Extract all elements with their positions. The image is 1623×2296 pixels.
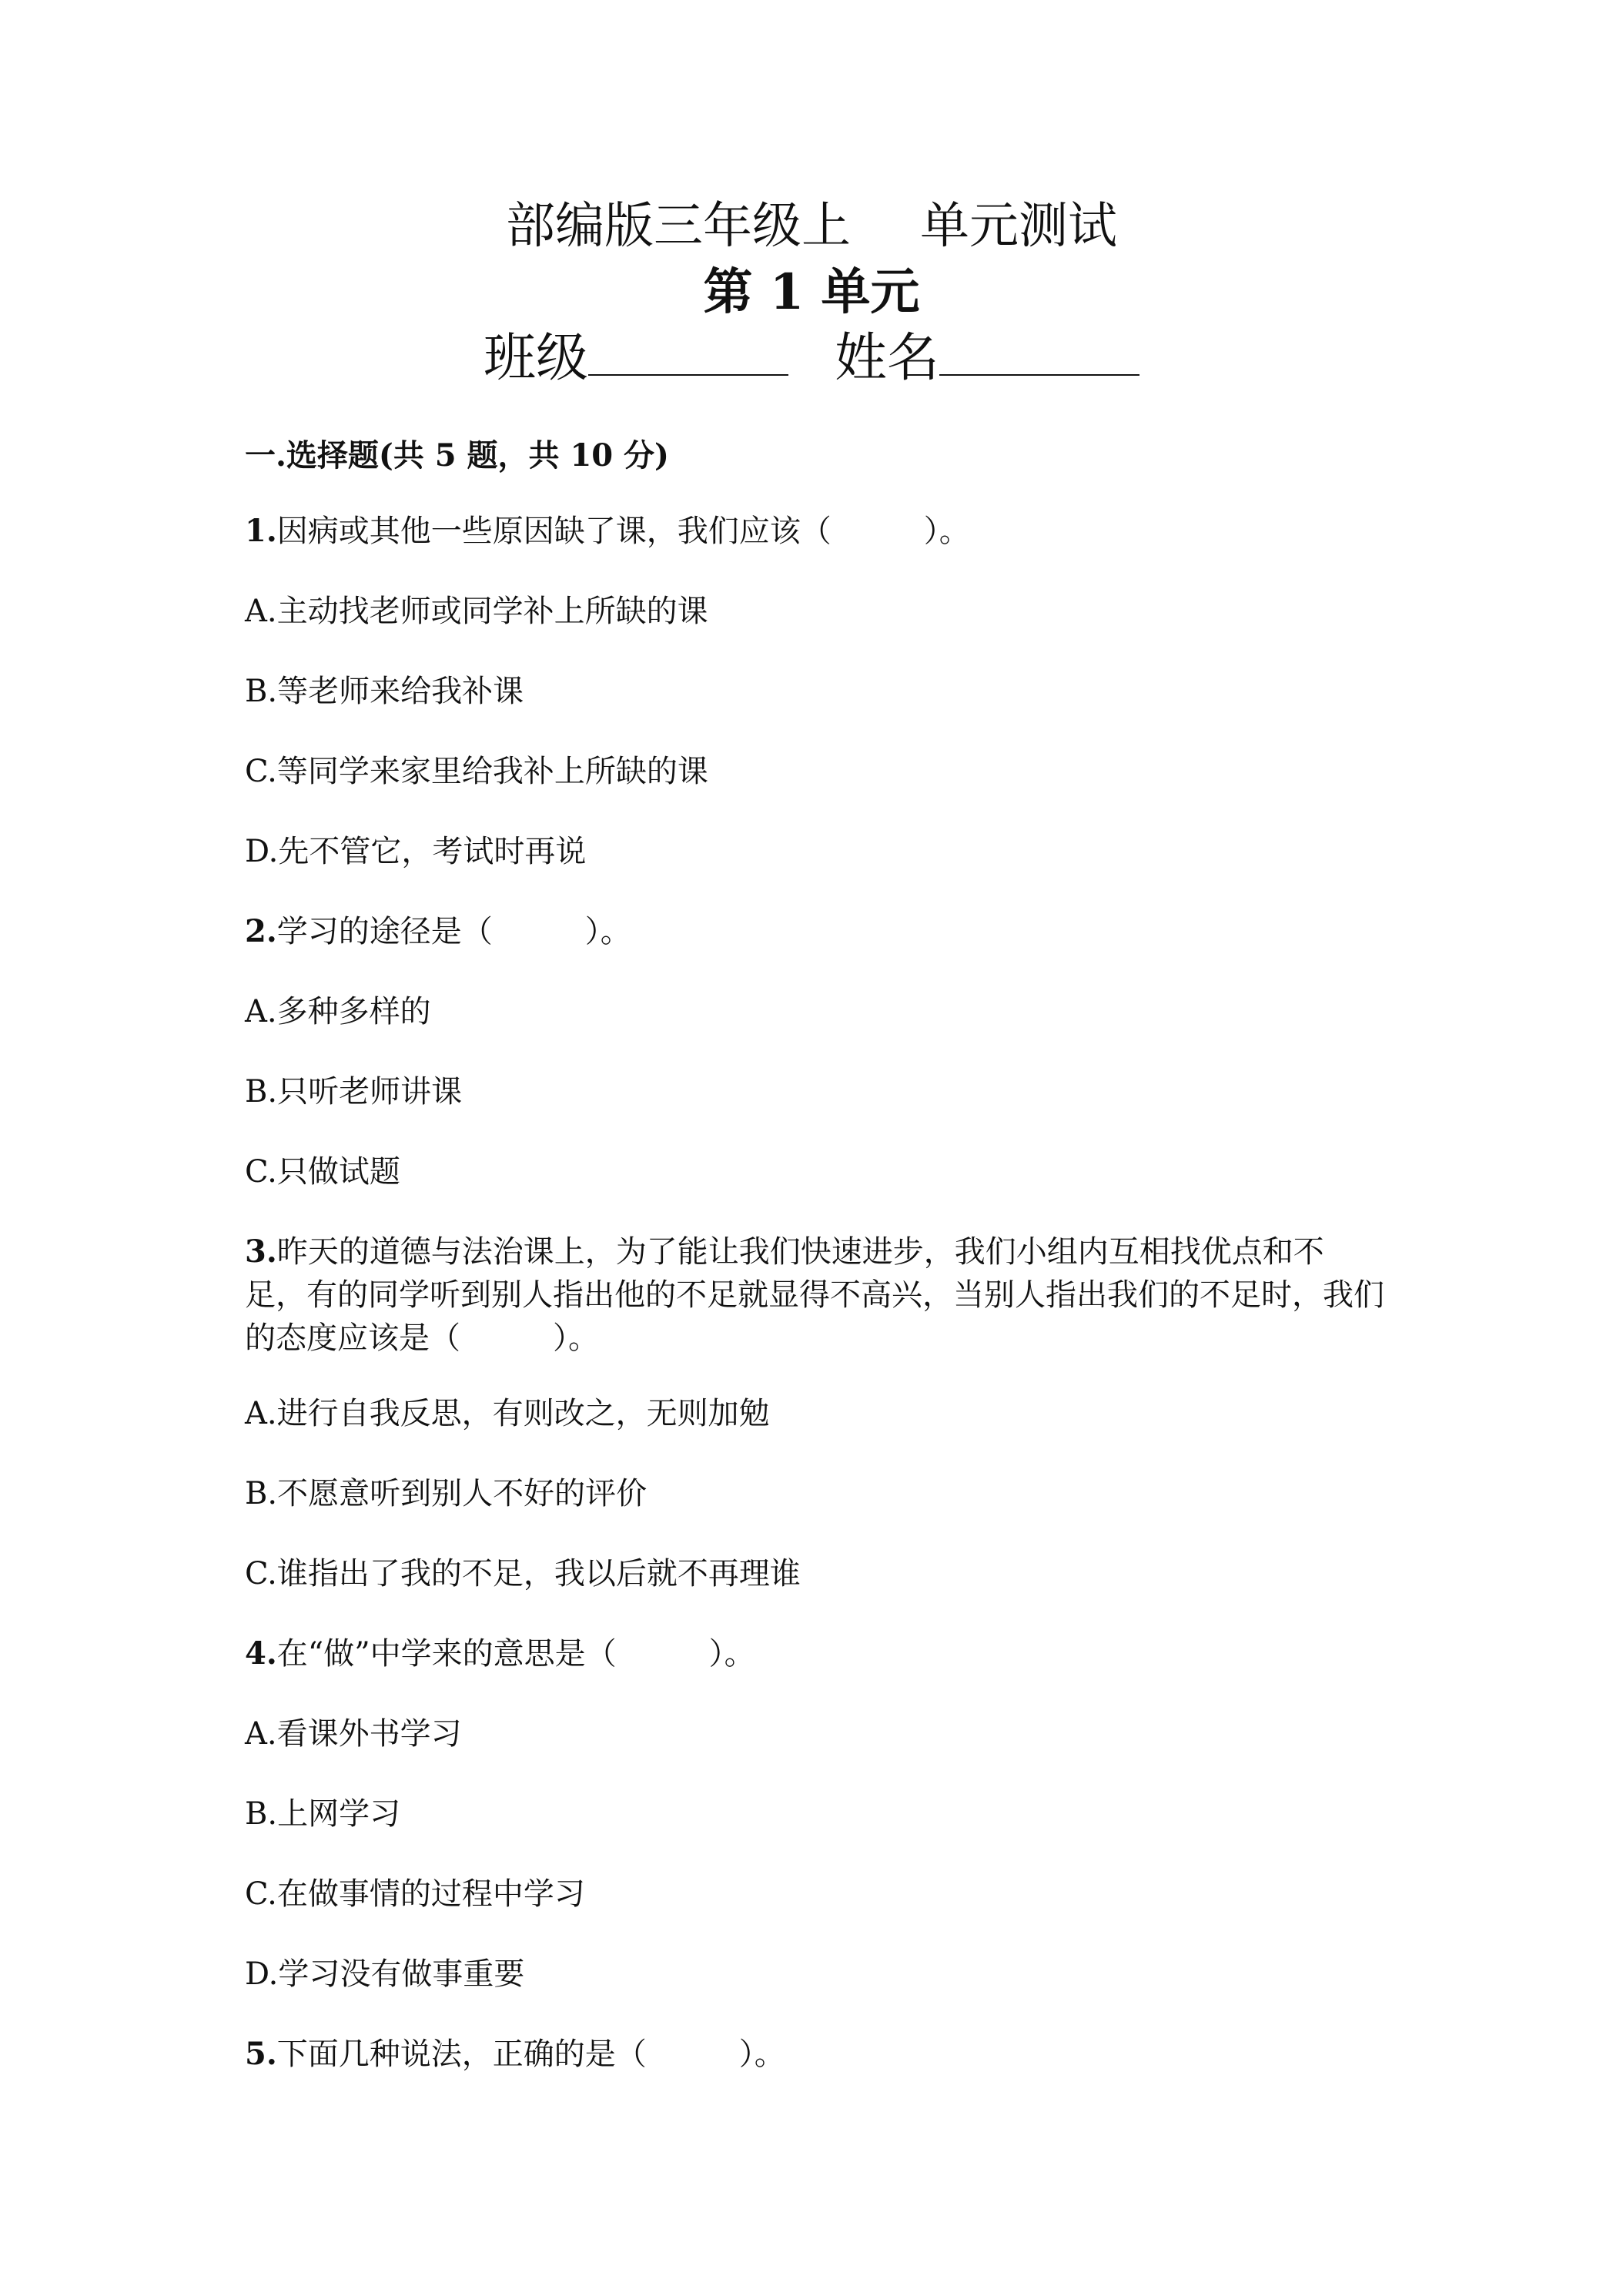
- class-blank[interactable]: [588, 331, 788, 376]
- unit-title: 第 1 单元: [703, 263, 920, 321]
- option-2c[interactable]: C.只做试题: [245, 1154, 400, 1190]
- question-text: 学习的途径是（ ）。: [276, 914, 631, 949]
- question-text: 因病或其他一些原因缺了课，我们应该（ ）。: [276, 514, 970, 549]
- option-2b[interactable]: B.只听老师讲课: [245, 1074, 463, 1110]
- option-1a[interactable]: A.主动找老师或同学补上所缺的课: [245, 594, 708, 629]
- title-grade: 部编版三年级上: [506, 198, 851, 255]
- student-info: [0, 328, 1623, 389]
- question-number: 1.: [245, 513, 277, 549]
- option-3b[interactable]: B.不愿意听到别人不好的评价: [245, 1476, 648, 1511]
- question-text: 下面几种说法，正确的是（ ）。: [276, 2037, 785, 2072]
- option-3c[interactable]: C.谁指出了我的不足，我以后就不再理谁: [245, 1556, 801, 1591]
- option-4c[interactable]: C.在做事情的过程中学习: [245, 1876, 585, 1912]
- option-4d[interactable]: D.学习没有做事重要: [245, 1956, 525, 1992]
- class-label: 班级: [483, 328, 588, 389]
- question-number: 2.: [245, 913, 277, 949]
- question-text: 昨天的道德与法治课上，为了能让我们快速进步，我们小组内互相找优点和不足，有的同学听到别人指出他的不足就显得不高兴，当别人指出我们的不足时，我们的态度应该是（ ）。: [245, 1234, 1384, 1356]
- option-1b[interactable]: B.等老师来给我补课: [245, 674, 524, 709]
- option-3a[interactable]: A.进行自我反思，有则改之，无则加勉: [245, 1396, 770, 1431]
- option-1d[interactable]: D.先不管它，考试时再说: [245, 834, 587, 869]
- title-test: 单元测试: [920, 198, 1117, 255]
- section-heading: 一.选择题(共 5 题，共 10 分): [245, 437, 669, 474]
- question-number: 4.: [245, 1635, 277, 1672]
- option-1c[interactable]: C.等同学来家里给我补上所缺的课: [245, 754, 708, 789]
- option-4b[interactable]: B.上网学习: [245, 1796, 401, 1832]
- question-5: [245, 2033, 785, 2076]
- question-number: 3.: [245, 1233, 277, 1270]
- question-1: [245, 510, 970, 553]
- exam-title: [0, 198, 1623, 255]
- question-number: 5.: [245, 2036, 277, 2072]
- question-text: 在“做”中学来的意思是（ ）。: [276, 1636, 755, 1672]
- option-4a[interactable]: A.看课外书学习: [245, 1716, 462, 1752]
- option-2a[interactable]: A.多种多样的: [245, 994, 431, 1029]
- question-3: [245, 1230, 1384, 1360]
- question-4: [245, 1632, 755, 1675]
- question-2: [245, 910, 631, 953]
- name-label: 姓名: [835, 328, 940, 389]
- name-blank[interactable]: [939, 331, 1139, 376]
